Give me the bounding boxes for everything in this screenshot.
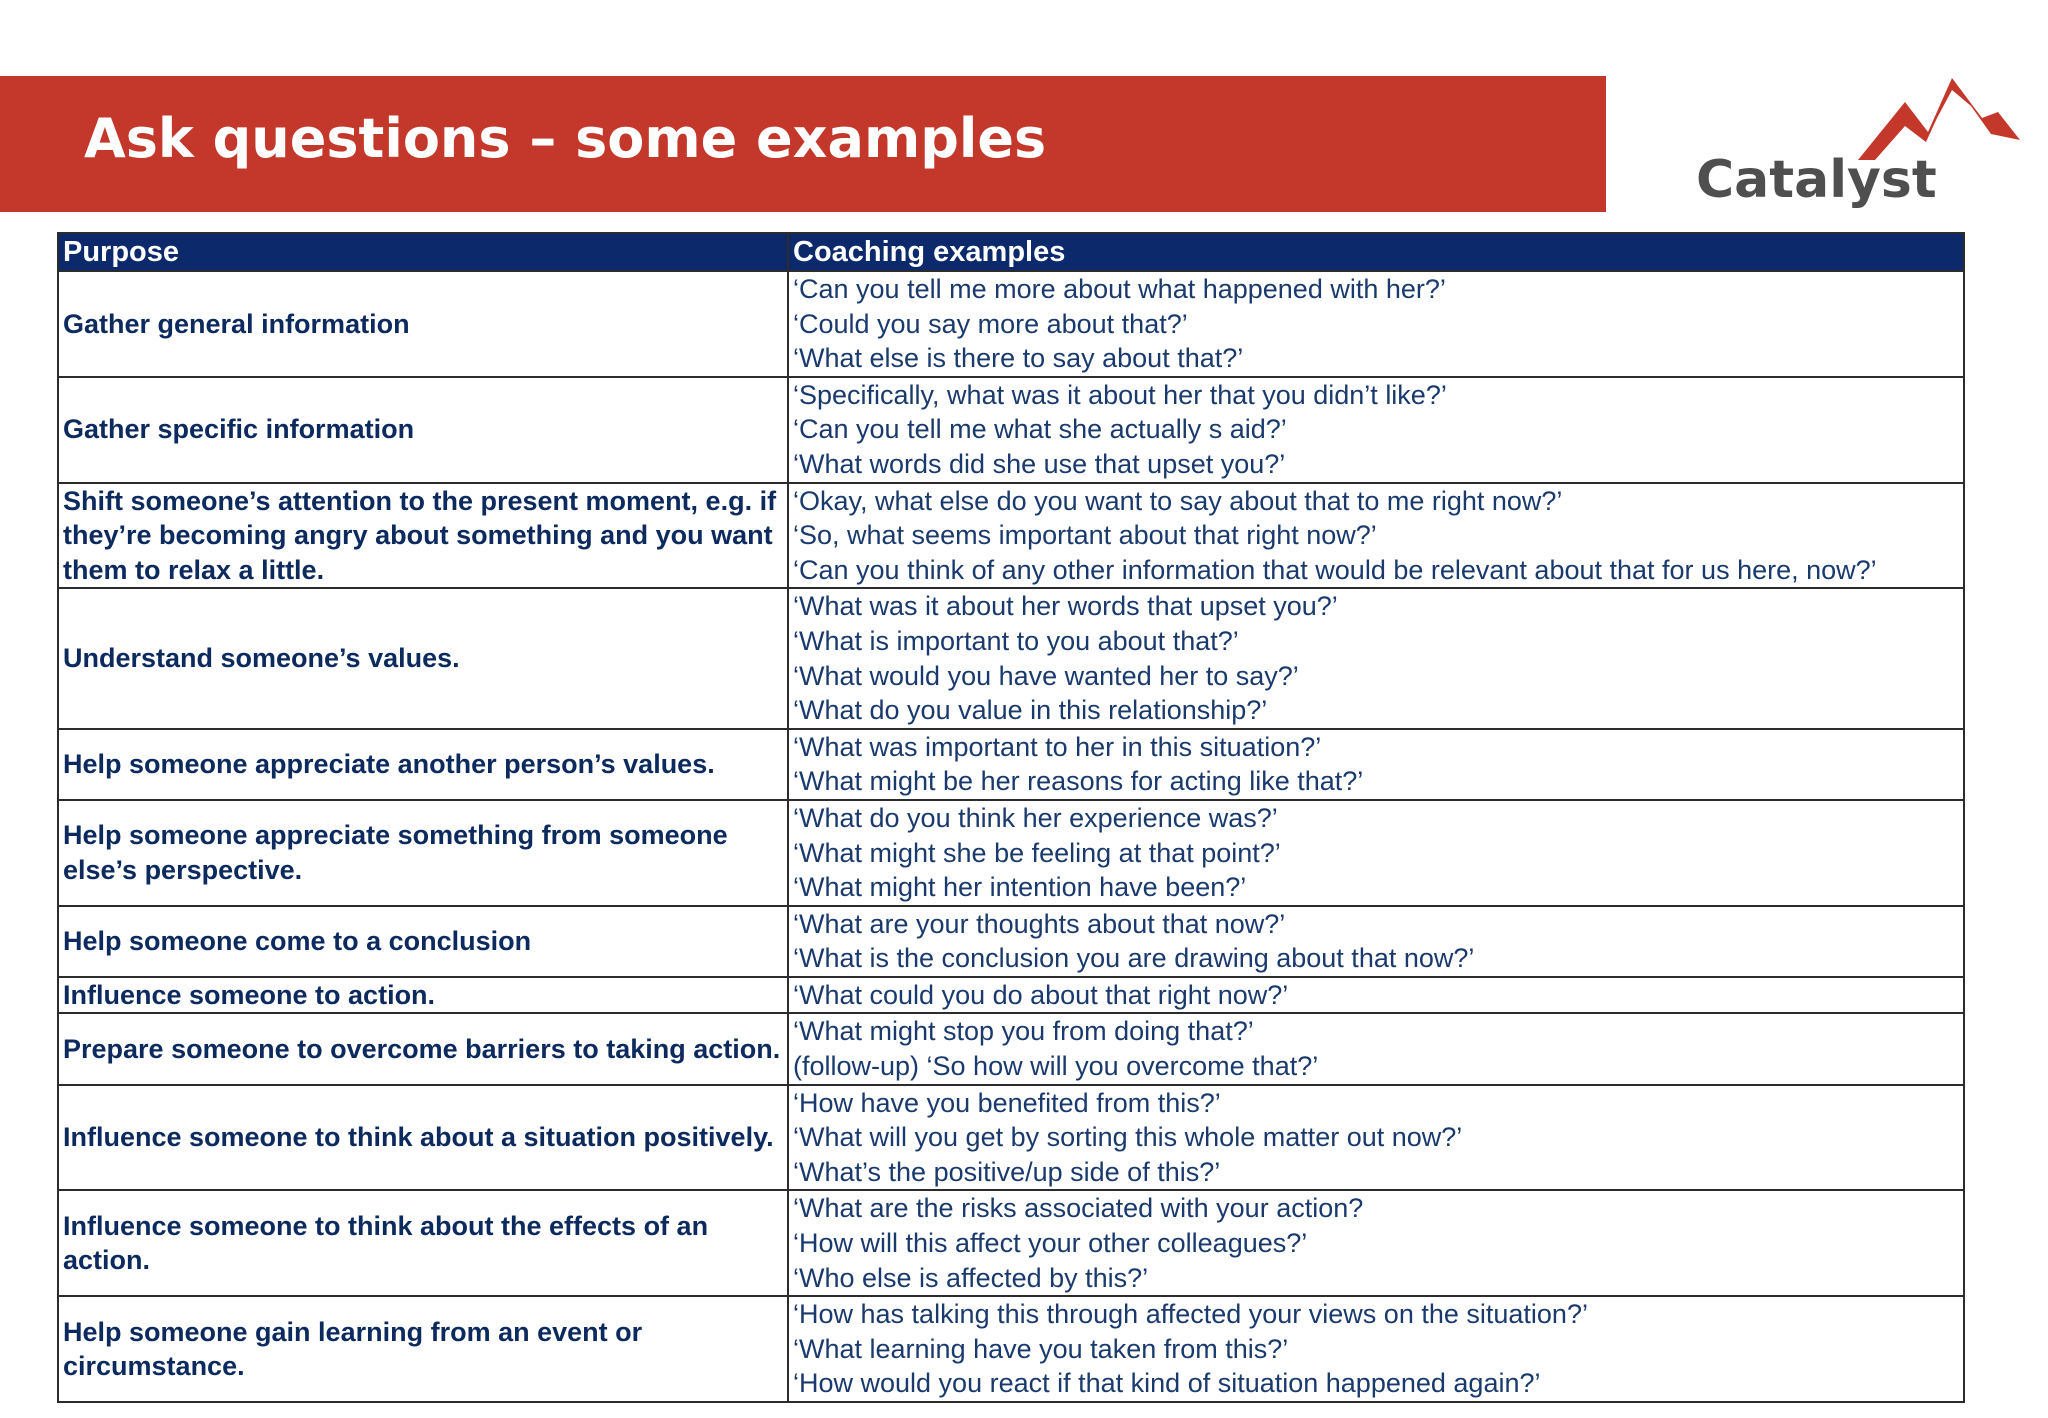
table-row <box>58 483 1964 589</box>
purpose-cell: Influence someone to think about the effects of an action. <box>58 1190 788 1296</box>
example-question: ‘What is important to you about that?’ <box>793 625 1239 656</box>
example-question: ‘How has talking this through affected your views on the situation?’ <box>793 1299 1588 1330</box>
examples-cell <box>788 271 1964 377</box>
example-question: ‘So, what seems important about that right now?’ <box>793 520 1377 551</box>
logo-text: Catalyst <box>1696 150 1937 210</box>
table-row <box>58 906 1964 977</box>
catalyst-logo <box>1690 74 2020 224</box>
example-question: ‘How have you benefited from this?’ <box>793 1087 1221 1118</box>
table-row <box>58 1190 1964 1296</box>
example-question: ‘What words did she use that upset you?’ <box>793 448 1286 479</box>
example-question: ‘What might stop you from doing that?’ <box>793 1016 1254 1047</box>
examples-cell <box>788 1085 1964 1191</box>
example-question: ‘What else is there to say about that?’ <box>793 343 1244 374</box>
purpose-cell: Influence someone to think about a situation positively. <box>58 1085 788 1191</box>
example-question: ‘What is the conclusion you are drawing about that now?’ <box>793 943 1475 974</box>
example-question: ‘What learning have you taken from this?’ <box>793 1333 1289 1364</box>
example-question: ‘What was it about her words that upset you?’ <box>793 591 1338 622</box>
examples-cell <box>788 977 1964 1014</box>
examples-cell <box>788 1190 1964 1296</box>
example-question: ‘Specifically, what was it about her that you didn’t like?’ <box>793 379 1447 410</box>
example-question: ‘Okay, what else do you want to say about that to me right now?’ <box>793 485 1563 516</box>
example-question: ‘What’s the positive/up side of this?’ <box>793 1156 1221 1187</box>
purpose-cell: Shift someone’s attention to the present moment, e.g. if they’re becoming angry about something and you want them to relax a little. <box>58 483 788 589</box>
example-question: ‘Could you say more about that?’ <box>793 308 1188 339</box>
example-question: ‘What do you value in this relationship?’ <box>793 695 1268 726</box>
examples-cell <box>788 377 1964 483</box>
examples-cell <box>788 483 1964 589</box>
examples-cell <box>788 1013 1964 1084</box>
example-question: ‘Who else is affected by this?’ <box>793 1262 1149 1293</box>
title-bar <box>0 76 1606 212</box>
table-header-row <box>58 233 1964 271</box>
examples-cell <box>788 588 1964 728</box>
table-row <box>58 729 1964 800</box>
table-row <box>58 588 1964 728</box>
purpose-cell: Gather specific information <box>58 377 788 483</box>
table-row <box>58 1296 1964 1402</box>
example-question: ‘What are your thoughts about that now?’ <box>793 908 1286 939</box>
example-question: ‘What would you have wanted her to say?’ <box>793 660 1299 691</box>
table-row <box>58 800 1964 906</box>
purpose-cell: Help someone appreciate something from someone else’s perspective. <box>58 800 788 906</box>
table-row <box>58 271 1964 377</box>
purpose-cell: Influence someone to action. <box>58 977 788 1014</box>
example-question: (follow-up) ‘So how will you overcome that?’ <box>793 1051 1319 1082</box>
examples-cell <box>788 729 1964 800</box>
example-question: ‘What might she be feeling at that point?’ <box>793 837 1281 868</box>
purpose-cell: Help someone appreciate another person’s values. <box>58 729 788 800</box>
example-question: ‘What could you do about that right now?’ <box>793 979 1289 1010</box>
example-question: ‘What do you think her experience was?’ <box>793 802 1278 833</box>
table-row <box>58 977 1964 1014</box>
example-question: ‘What might be her reasons for acting like that?’ <box>793 766 1364 797</box>
slide-title: Ask questions – some examples <box>84 107 1047 170</box>
table-row <box>58 1013 1964 1084</box>
table-row <box>58 1085 1964 1191</box>
example-question: ‘How would you react if that kind of situation happened again?’ <box>793 1368 1541 1399</box>
example-question: ‘Can you tell me what she actually s aid?’ <box>793 414 1287 445</box>
table-row <box>58 377 1964 483</box>
example-question: ‘What are the risks associated with your action? <box>793 1193 1364 1224</box>
example-question: ‘Can you tell me more about what happened with her?’ <box>793 274 1446 304</box>
coaching-examples-table <box>57 232 1965 1403</box>
purpose-cell: Prepare someone to overcome barriers to taking action. <box>58 1013 788 1084</box>
header-coaching-examples: Coaching examples <box>788 233 1964 271</box>
example-question: ‘What was important to her in this situation?’ <box>793 731 1322 762</box>
examples-cell <box>788 1296 1964 1402</box>
example-question: ‘What will you get by sorting this whole matter out now?’ <box>793 1122 1463 1153</box>
purpose-cell: Help someone come to a conclusion <box>58 906 788 977</box>
examples-cell <box>788 906 1964 977</box>
examples-cell <box>788 800 1964 906</box>
example-question: ‘How will this affect your other colleagues?’ <box>793 1228 1308 1259</box>
header-purpose: Purpose <box>58 233 788 271</box>
purpose-cell: Understand someone’s values. <box>58 588 788 728</box>
purpose-cell: Gather general information <box>58 271 788 377</box>
example-question: ‘Can you think of any other information that would be relevant about that for us here, now?’ <box>793 554 1877 585</box>
purpose-cell: Help someone gain learning from an event or circumstance. <box>58 1296 788 1402</box>
example-question: ‘What might her intention have been?’ <box>793 872 1247 903</box>
